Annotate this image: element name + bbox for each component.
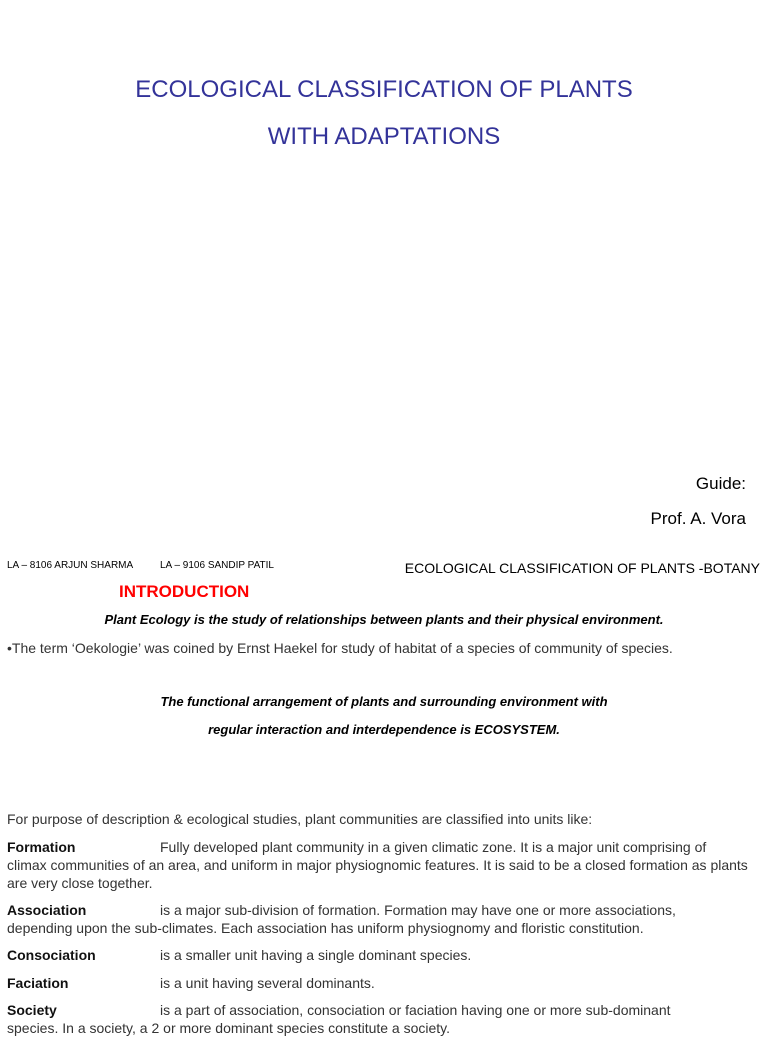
term-desc: Fully developed plant community in a given climatic zone. It is a major unit comprising of [160, 839, 707, 855]
title-line-1: ECOLOGICAL CLASSIFICATION OF PLANTS [135, 76, 633, 103]
term-society [7, 1001, 762, 1037]
bullet-text: •The term ‘Oekologie’ was coined by Ernst Haekel for study of habitat of a species of community of species. [7, 640, 673, 656]
term-desc: is a smaller unit having a single dominant species. [160, 947, 472, 963]
author-2: LA – 9106 SANDIP PATIL [160, 560, 274, 571]
term-consociation [7, 946, 762, 964]
course-title: ECOLOGICAL CLASSIFICATION OF PLANTS -BOTANY [404, 560, 760, 576]
guide-name: Prof. A. Vora [650, 509, 746, 528]
ecosystem-line-1: The functional arrangement of plants and surrounding environment with [160, 694, 608, 709]
term-formation [7, 838, 762, 892]
ecosystem-line-2: regular interaction and interdependence is ECOSYSTEM. [208, 722, 560, 737]
term-desc: is a part of association, consociation or faciation having one or more sub-dominant [160, 1002, 671, 1018]
term-label: Society [7, 1002, 57, 1018]
term-desc: is a major sub-division of formation. Formation may have one or more associations, [160, 902, 676, 918]
term-label: Consociation [7, 947, 96, 963]
term-association [7, 901, 762, 937]
term-desc-cont: climax communities of an area, and uniform in major physiognomic features. It is said to be a closed formation as plants are very close together. [7, 857, 748, 891]
guide-label: Guide: [695, 474, 746, 493]
section-heading: INTRODUCTION [119, 582, 250, 601]
term-label: Formation [7, 839, 76, 855]
definition-text: Plant Ecology is the study of relationships between plants and their physical environment. [104, 612, 664, 627]
title-line-2: WITH ADAPTATIONS [267, 123, 501, 150]
term-desc: is a unit having several dominants. [160, 975, 375, 991]
units-intro: For purpose of description & ecological studies, plant communities are classified into units like: [7, 811, 593, 827]
author-1: LA – 8106 ARJUN SHARMA [7, 560, 134, 571]
term-label: Faciation [7, 975, 69, 991]
term-desc-cont: depending upon the sub-climates. Each association has uniform physiognomy and floristic constitution. [7, 920, 644, 936]
term-desc-cont: species. In a society, a 2 or more dominant species constitute a society. [7, 1020, 451, 1036]
term-label: Association [7, 902, 87, 918]
term-faciation [7, 974, 762, 992]
